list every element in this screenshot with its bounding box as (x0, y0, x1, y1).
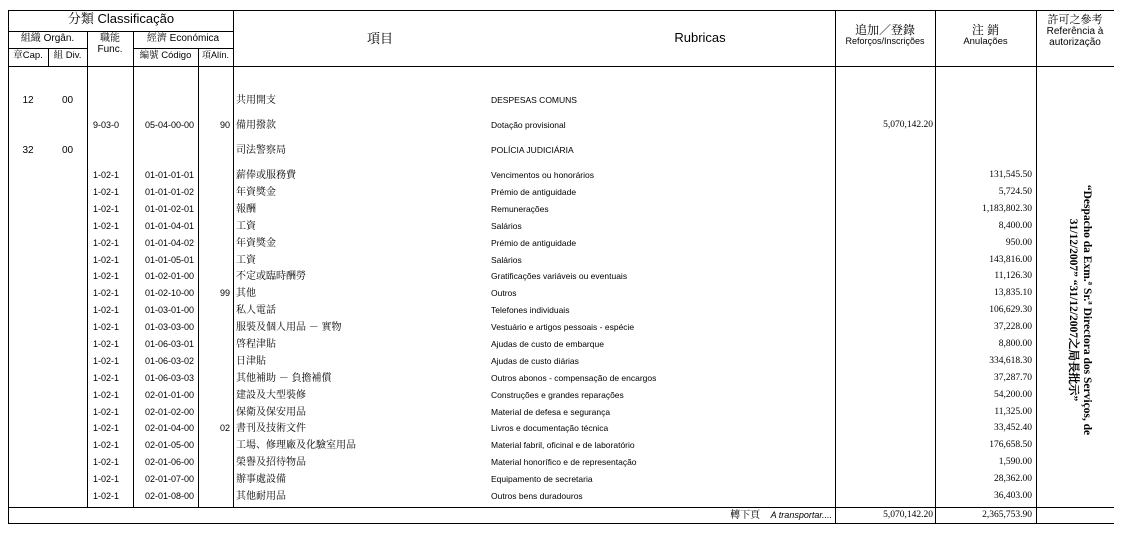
annulment-cell: 36,403.00 (994, 491, 1032, 501)
item-zh-cell: 保衛及保安用品 (236, 407, 306, 418)
rubrica-cell: Prémio de antiguidade (491, 187, 577, 197)
reference-pt-2: autorização (1049, 37, 1101, 49)
item-zh-cell: 年資獎金 (236, 238, 276, 249)
rubrica-cell: Telefones individuais (491, 305, 570, 315)
annulment-cell: 28,362.00 (994, 474, 1032, 484)
col-div-func-sep (87, 31, 88, 507)
rubrica-cell: DESPESAS COMUNS (491, 95, 577, 105)
reinforcements-pt: Reforços/Inscrições (845, 36, 925, 47)
item-zh-cell: 書刊及技術文件 (236, 423, 306, 434)
annulment-cell: 131,545.50 (989, 170, 1032, 180)
item-zh-cell: 服裝及個人用品 － 實物 (236, 322, 342, 333)
func-cell: 1-02-1 (93, 474, 120, 484)
code-cell: 01-06-03-02 (145, 356, 195, 366)
division-header: 組 Div. (53, 50, 82, 61)
header-divider-3 (133, 48, 234, 49)
code-cell: 01-01-04-02 (145, 238, 195, 248)
rubrica-cell: Construções e grandes reparações (491, 390, 624, 400)
code-cell: 01-01-01-01 (145, 170, 195, 180)
func-cell: 1-02-1 (93, 204, 120, 214)
item-zh-cell: 榮譽及招待物品 (236, 457, 306, 468)
code-cell: 01-01-01-02 (145, 187, 195, 197)
code-cell: 01-01-04-01 (145, 221, 195, 231)
item-zh-cell: 共用開支 (236, 95, 276, 106)
rubrica-cell: Material fabril, oficinal e de laboratório (491, 440, 635, 450)
item-zh-cell: 工場、修理廠及化驗室用品 (236, 440, 356, 451)
code-cell: 01-01-02-01 (145, 204, 195, 214)
item-zh-cell: 薪俸或服務費 (236, 170, 296, 181)
transport-pt: A transportar.... (770, 510, 832, 520)
annulments-zh: 注 銷 (971, 23, 1000, 37)
authorization-reference (1040, 160, 1120, 460)
annulment-cell: 33,452.40 (994, 423, 1032, 433)
func-cell: 1-02-1 (93, 238, 120, 248)
alinea-header: 項Alín. (201, 50, 229, 60)
functional-header (87, 33, 133, 55)
item-zh-cell: 私人電話 (236, 305, 276, 316)
func-cell: 1-02-1 (93, 356, 120, 366)
item-header: 項目 (366, 31, 393, 46)
item-zh-cell: 司法警察局 (236, 145, 286, 156)
code-cell: 05-04-00-00 (145, 120, 195, 130)
rubrica-cell: Vencimentos ou honorários (491, 170, 595, 180)
rubrica-cell: Outros bens duradouros (491, 491, 583, 501)
func-cell: 9-03-0 (93, 120, 120, 130)
col-func-code-sep (133, 31, 134, 507)
code-cell: 01-01-05-01 (145, 255, 195, 265)
func-cell: 1-02-1 (93, 339, 120, 349)
rubrica-cell: Material de defesa e segurança (491, 407, 611, 417)
annulments-pt: Anulações (963, 36, 1008, 48)
annulment-cell: 1,183,802.30 (982, 204, 1032, 214)
rubrica-cell: Material honorífico e de representação (491, 457, 637, 467)
functional-zh: 職能 (100, 33, 120, 44)
annulment-cell: 8,400.00 (998, 221, 1032, 231)
annulment-cell: 106,629.30 (989, 305, 1032, 315)
item-zh-cell: 不定或臨時酬勞 (236, 271, 306, 282)
rubricas-header: Rubricas (674, 30, 726, 45)
rubrica-cell: Prémio de antiguidade (491, 238, 577, 248)
annulment-cell: 13,835.10 (994, 288, 1032, 298)
rubrica-cell: Ajudas de custo diárias (491, 356, 579, 366)
code-cell: 02-01-01-00 (145, 390, 195, 400)
annulment-cell: 143,816.00 (989, 255, 1032, 265)
classification-zh: 分類 (67, 11, 94, 26)
func-cell: 1-02-1 (93, 390, 120, 400)
func-cell: 1-02-1 (93, 322, 120, 332)
div-cell: 00 (61, 145, 74, 156)
code-header: 編號 Código (139, 50, 192, 61)
code-cell: 02-01-04-00 (145, 423, 195, 433)
rubrica-cell: Dotação provisional (491, 120, 566, 130)
rubrica-cell: Remunerações (491, 204, 549, 214)
rubrica-cell: POLÍCIA JUDICIÁRIA (491, 145, 574, 155)
item-zh-cell: 辦事處設備 (236, 474, 286, 485)
col-ref-sep (1036, 10, 1037, 523)
item-zh-cell: 工資 (236, 255, 256, 266)
rubrica-cell: Livros e documentação técnica (491, 423, 609, 433)
code-cell: 02-01-08-00 (145, 491, 195, 501)
reinforcements-zh: 追加／登錄 (854, 23, 915, 37)
reference-pt-1: Referência à (1046, 26, 1104, 38)
func-cell: 1-02-1 (93, 170, 120, 180)
transport-zh: 轉下頁 (730, 510, 761, 521)
annulment-cell: 176,658.50 (989, 440, 1032, 450)
rubrica-cell: Vestuário e artigos pessoais - espécie (491, 322, 635, 332)
code-cell: 01-03-01-00 (145, 305, 195, 315)
rubrica-cell: Ajudas de custo de embarque (491, 339, 604, 349)
code-cell: 02-01-02-00 (145, 407, 195, 417)
reinforcements-header (835, 24, 935, 47)
annulment-cell: 1,590.00 (998, 457, 1032, 467)
col-add-sep (835, 10, 836, 523)
item-zh-cell: 年資獎金 (236, 187, 276, 198)
reference-header (1036, 14, 1114, 48)
func-cell: 1-02-1 (93, 221, 120, 231)
code-cell: 01-06-03-01 (145, 339, 195, 349)
code-cell: 01-03-03-00 (145, 322, 195, 332)
col-alin-item-sep (233, 10, 234, 507)
annulment-cell: 11,325.00 (994, 407, 1032, 417)
code-cell: 01-02-01-00 (145, 271, 195, 281)
item-zh-cell: 啓程津貼 (236, 339, 276, 350)
code-cell: 02-01-07-00 (145, 474, 195, 484)
func-cell: 1-02-1 (93, 288, 120, 298)
code-cell: 02-01-06-00 (145, 457, 195, 467)
rubrica-cell: Outros abonos - compensação de encargos (491, 373, 657, 383)
func-cell: 1-02-1 (93, 373, 120, 383)
organic-header: 組織 Orgân. (20, 33, 75, 44)
item-zh-cell: 其他補助 － 負擔補償 (236, 373, 332, 384)
annulment-cell: 8,800.00 (998, 339, 1032, 349)
annulment-cell: 5,724.50 (998, 187, 1032, 197)
rubrica-cell: Salários (491, 221, 522, 231)
item-zh-cell: 建設及大型裝修 (236, 390, 306, 401)
chapter-header: 章Cap. (13, 50, 43, 61)
cap-cell: 32 (22, 145, 34, 156)
item-zh-cell: 備用撥款 (236, 120, 276, 131)
border-left (8, 10, 9, 523)
alin-cell: 02 (219, 423, 230, 433)
header-bottom-border (8, 66, 1114, 67)
rubrica-cell: Salários (491, 255, 522, 265)
classification-pt: Classificação (97, 11, 175, 26)
func-cell: 1-02-1 (93, 423, 120, 433)
cap-cell: 12 (22, 95, 34, 106)
item-zh-cell: 其他 (236, 288, 256, 299)
classification-header (10, 12, 232, 26)
code-cell: 01-02-10-00 (145, 288, 195, 298)
functional-pt: Func. (97, 44, 123, 55)
rubrica-cell: Gratificações variáveis ou eventuais (491, 271, 628, 281)
economic-header: 經濟 Económica (146, 33, 220, 44)
item-zh-cell: 報酬 (236, 204, 256, 215)
annulment-cell: 37,228.00 (994, 322, 1032, 332)
item-zh-cell: 日津貼 (236, 356, 266, 367)
item-zh-cell: 工資 (236, 221, 256, 232)
alin-cell: 90 (219, 120, 230, 130)
code-cell: 01-06-03-03 (145, 373, 195, 383)
func-cell: 1-02-1 (93, 440, 120, 450)
annulment-cell: 54,200.00 (994, 390, 1032, 400)
alin-cell: 99 (219, 288, 230, 298)
header-divider-1 (8, 31, 234, 32)
reinforcement-cell: 5,070,142.20 (883, 120, 933, 130)
item-zh-cell: 其他耐用品 (236, 491, 286, 502)
total-reinforcements: 5,070,142.20 (883, 510, 933, 520)
annulment-cell: 11,126.30 (994, 271, 1032, 281)
func-cell: 1-02-1 (93, 255, 120, 265)
func-cell: 1-02-1 (93, 407, 120, 417)
transport-label (700, 507, 832, 524)
rubrica-cell: Equipamento de secretaria (491, 474, 593, 484)
rubrica-cell: Outros (491, 288, 517, 298)
reference-zh: 許可之參考 (1047, 14, 1103, 26)
annulments-header (935, 24, 1036, 48)
code-cell: 02-01-05-00 (145, 440, 195, 450)
annulment-cell: 334,618.30 (989, 356, 1032, 366)
authorization-text: “Despacho da Exm.ª Sr.ª Directora dos Serviços, de 31/12/2007” “31/12/2007之局長批示” (1067, 184, 1093, 436)
div-cell: 00 (61, 95, 74, 106)
total-annulments: 2,365,753.90 (982, 510, 1032, 520)
func-cell: 1-02-1 (93, 271, 120, 281)
annulment-cell: 37,287.70 (994, 373, 1032, 383)
annulment-cell: 950.00 (1005, 238, 1032, 248)
func-cell: 1-02-1 (93, 187, 120, 197)
func-cell: 1-02-1 (93, 491, 120, 501)
func-cell: 1-02-1 (93, 457, 120, 467)
func-cell: 1-02-1 (93, 305, 120, 315)
